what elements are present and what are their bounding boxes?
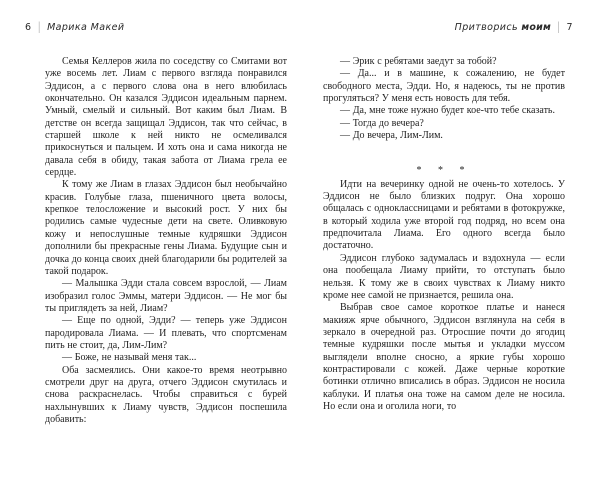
left-page-body: [45, 56, 287, 426]
right-page-number: 7: [566, 22, 573, 33]
header-divider: |: [556, 20, 561, 35]
paragraph: К тому же Лиам в глазах Эддисон был необычайно красив. Голубые глаза, пшеничного цвета волосы, крепкое телосложение и высокий рост. У них бы родились самые чудесные дети на свете. Оливковую кожу и непослушные темные кудряшки Эддисон дополнили бы прекрасные гены Лиама. Будущие сын и дочка до конца своих дней благодарили бы родителей за такой подарок.: [45, 179, 287, 277]
paragraph-dialogue: — Да, мне тоже нужно будет кое-что тебе сказать.: [340, 105, 555, 117]
paragraph: Идти на вечеринку одной не очень-то хотелось. У Эддисон не было близких подруг. Она хорошо общалась с одноклассницами и ребятами в фотокружке, в который ходила уже второй год подряд, но всем она предпочитала Лиама. Его одного всегда было достаточно.: [323, 178, 565, 252]
book-title: Притворись: [454, 22, 518, 33]
paragraph-dialogue: — До вечера, Лим-Лим.: [340, 130, 443, 142]
right-page: [300, 0, 600, 480]
right-page-header: [455, 22, 573, 33]
scene-break-separator: * * *: [416, 165, 472, 177]
paragraph-dialogue: — Тогда до вечера?: [340, 117, 424, 129]
paragraph-dialogue: — Малышка Эдди стала совсем взрослой, — Лиам изобразил голос Эммы, матери Эддисон. — Не мог бы ты приглядеть за ней, Лиам?: [45, 278, 287, 314]
paragraph-dialogue: — Боже, не называй меня так...: [62, 352, 197, 364]
paragraph-dialogue: — Еще по одной, Эдди? — теперь уже Эддисон пародировала Лиама. — И плевать, что спортсменам пить не стоит, да, Лим-Лим?: [45, 315, 287, 351]
left-page-header: [25, 22, 124, 33]
paragraph: Эддисон глубоко задумалась и вздохнула — если она пообещала Лиаму прийти, то отступать было нельзя. К тому же в своих чувствах к Лиаму никто кроме нее самой не признается, решила она.: [323, 252, 565, 301]
paragraph-dialogue: — Эрик с ребятами заедут за тобой?: [340, 56, 497, 67]
book-title-accent: моим: [521, 22, 551, 33]
paragraph: Выбрав свое самое короткое платье и нанеся макияж ярче обычного, Эддисон взглянула на себя в зеркало в очередной раз. Отросшие почти до ягодиц темные кудряшки после мытья и укладки муссом выглядели вполне сносно, а яркие губы хорошо контрастировали с кожей. Даже черные короткие ботинки отлично вписались в образ. Эддисон не носила каблуки. И платья она тоже на самом деле не носила. Но если она и оголила ноги, то: [323, 302, 565, 412]
right-page-body: [323, 56, 565, 413]
paragraph: Семья Келлеров жила по соседству со Смитами вот уже восемь лет. Лиам с первого взгляда понравился Эддисон, а с первого слова она в него влюбилась окончательно. Он казался Эддисон идеальным парнем. Умный, смелый и сильный. Вот каким был Лиам. В детстве он всегда защищал Эддисон, так что сейчас, в старшей школе к ней никто не осмеливался прикоснуться и пальцем. И хоть она и сама никогда не давала себя в обиду, такая забота от Лиама грела ее сердце.: [45, 56, 287, 179]
header-divider: |: [37, 20, 42, 35]
left-page-number: 6: [25, 22, 32, 33]
author-name: Марика Макей: [47, 22, 125, 33]
paragraph-dialogue: — Да... и в машине, к сожалению, не будет свободного места, Эдди. Но, я надеюсь, ты не против прогуляться? У меня есть новость для тебя.: [323, 68, 565, 105]
paragraph: Оба засмеялись. Они какое-то время неотрывно смотрели друг на друга, отчего Эддисон смутилась и снова раскраснелась. Чтобы справиться с бурей нахлынувших к Лиаму чувств, Эддисон поспешила добавить:: [45, 364, 287, 425]
